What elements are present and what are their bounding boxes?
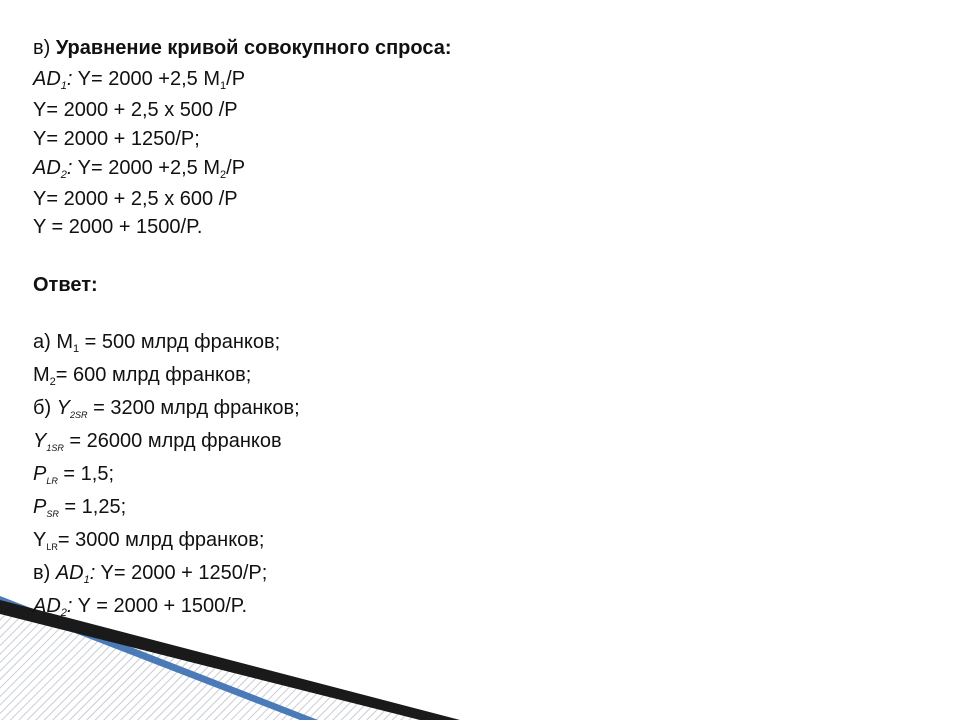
ad1-label: $AD_1$: [33, 68, 73, 92]
equation-line-7: Y = 2000 + 1500/P. [33, 216, 203, 238]
answer-v-ad1: в) $AD_1$: Y= 2000 + 1250/P; [33, 562, 268, 586]
ad1-formula: Y= 2000 +2,5 M [72, 68, 221, 90]
section-v-heading [33, 36, 452, 60]
ad2-formula-end: /P [226, 157, 246, 179]
ad2-formula: Y= 2000 +2,5 M [72, 157, 221, 179]
answer-plr: $P_{LR} = 1,5$; [33, 463, 115, 486]
equation-line-6: Y= 2000 + 2,5 x 600 /P [33, 188, 238, 210]
answer-ylr: $Y_{LR}= 3000$ млрд франков; [33, 529, 265, 552]
ad2-label: $AD_2$: [33, 157, 73, 181]
ad1-m-subscript: 1 [220, 80, 227, 92]
ad1-formula-end: /P [226, 68, 246, 90]
answer-m2: $M_2= 600$ млрд франков; [33, 364, 252, 388]
answer-psr: $P_{SR} = 1,25$; [33, 496, 127, 519]
ad1-equation [33, 67, 245, 91]
answer-v-ad2: $AD_2$: Y = 2000 + 1500/P. [33, 595, 248, 619]
answer-heading: Ответ: [33, 274, 98, 296]
equation-line-3: Y= 2000 + 2,5 x 500 /P [33, 99, 238, 121]
ad2-equation [33, 156, 245, 180]
answer-y1sr: $Y_{1SR} = 26000$ млрд франков [33, 430, 282, 453]
answer-b-y2sr: б) $Y_{2SR} = 3200$ млрд франков; [33, 397, 300, 420]
ad2-m-subscript: 2 [220, 169, 227, 181]
answer-a-m1: а) $M_1 = 500$ млрд франков; [33, 331, 281, 355]
section-v-prefix: в) [33, 37, 56, 59]
equation-line-4: Y= 2000 + 1250/P; [33, 128, 200, 150]
section-v-title: Уравнение кривой совокупного спроса: [55, 37, 452, 59]
